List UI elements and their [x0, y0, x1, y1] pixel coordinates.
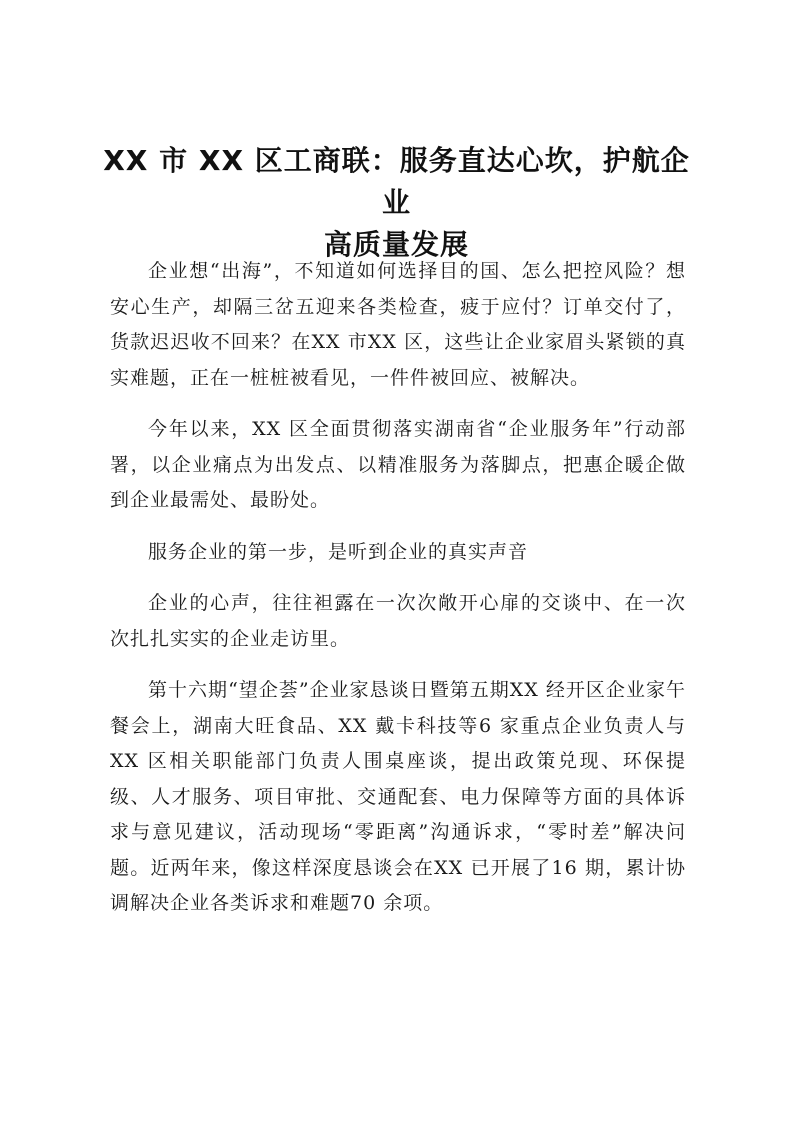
paragraph-5: 第十六期“望企荟”企业家恳谈日暨第五期XX 经开区企业家午餐会上，湖南大旺食品、XX 戴卡科技等6 家重点企业负责人与XX 区相关职能部门负责人围桌座谈，提出政策兑现、环保提级、人才服务、项目审批、交通配套、电力保障等方面的具体诉求与意见建议，活动现场“零距离”沟通诉求，“零时差”解决问题。近两年来，像这样深度恳谈会在XX 已开展了16 期，累计协调解决企业各类诉求和难题70 余项。: [110, 679, 686, 914]
paragraph-2: 今年以来，XX 区全面贯彻落实湖南省“企业服务年”行动部署，以企业痛点为出发点、以精准服务为落脚点，把惠企暖企做到企业最需处、最盼处。: [110, 418, 686, 511]
paragraph-1: 企业想“出海”，不知道如何选择目的国、怎么把控风险？想安心生产，却隔三岔五迎来各类检查，疲于应付？订单交付了，货款迟迟收不回来？在XX 市XX 区，这些让企业家眉头紧锁的真实难题，正在一桩桩被看见，一件件被回应、被解决。: [110, 260, 686, 389]
paragraph-3: 服务企业的第一步，是听到企业的真实声音: [148, 540, 529, 563]
document-body: [110, 254, 686, 938]
title-line-2: 高质量发展: [323, 228, 469, 261]
title-line-1: XX 市 XX 区工商联：服务直达心坎，护航企业: [103, 144, 690, 219]
document-title: [90, 140, 703, 266]
paragraph-4: 企业的心声，往往袒露在一次次敞开心扉的交谈中、在一次次扎扎实实的企业走访里。: [110, 592, 686, 650]
